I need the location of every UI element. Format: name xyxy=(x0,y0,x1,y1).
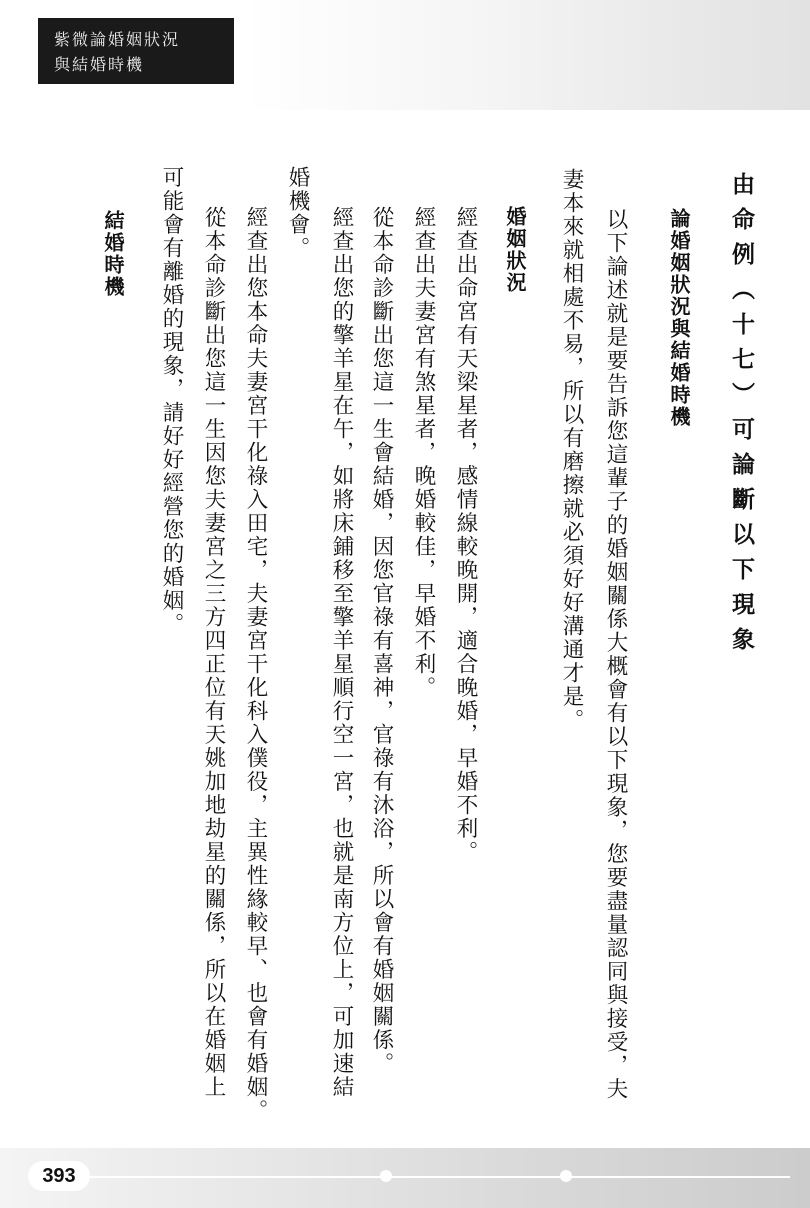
section-heading-wedding-timing: 結婚時機 xyxy=(101,210,125,298)
status-line-1: 經查出命宮有天梁星者，感情線較晚開，適合晚婚，早婚不利。 xyxy=(453,206,478,864)
chapter-header-line2: 與結婚時機 xyxy=(54,55,145,74)
status-line-4: 經查出您的擎羊星在午，如將床鋪移至擎羊星順行空一宮，也就是南方位上，可加速結 xyxy=(329,206,354,1099)
status-line-3: 從本命診斷出您這一生會結婚，因您官祿有喜神，官祿有沐浴，所以會有婚姻關係。 xyxy=(369,206,394,1076)
page-number: 393 xyxy=(28,1161,90,1191)
intro-text-line1: 以下論述就是要告訴您這輩子的婚姻關係大概會有以下現象，您要盡量認同與接受，夫 xyxy=(603,208,628,1101)
status-line-6: 經查出您本命夫妻宮干化祿入田宅，夫妻宮干化科入僕役，主異性緣較早、也會有婚姻。 xyxy=(243,206,268,1123)
decorative-dot xyxy=(380,1170,392,1182)
chapter-header xyxy=(38,18,234,84)
status-line-5: 婚機會。 xyxy=(285,166,310,260)
status-line-2: 經查出夫妻宮有煞星者，晚婚較佳，早婚不利。 xyxy=(411,206,436,700)
chapter-header-line1: 紫微論婚姻狀況 xyxy=(54,30,181,49)
section-heading-marriage-timing: 論婚姻狀況與結婚時機 xyxy=(667,208,691,428)
decorative-dot xyxy=(560,1170,572,1182)
decorative-line xyxy=(90,1176,790,1178)
bottom-decoration xyxy=(0,1148,810,1208)
status-line-8: 可能會有離婚的現象，請好好經營您的婚姻。 xyxy=(159,166,184,636)
section-heading-marriage-status: 婚姻狀況 xyxy=(503,206,527,294)
intro-text-line2: 妻本來就相處不易，所以有磨擦就必須好好溝通才是。 xyxy=(559,168,584,732)
status-line-7: 從本命診斷出您這一生因您夫妻宮之三方四正位有天姚加地劫星的關係，所以在婚姻上 xyxy=(201,206,226,1099)
page-title: 由命例（十七）可論斷以下現象 xyxy=(728,172,754,662)
